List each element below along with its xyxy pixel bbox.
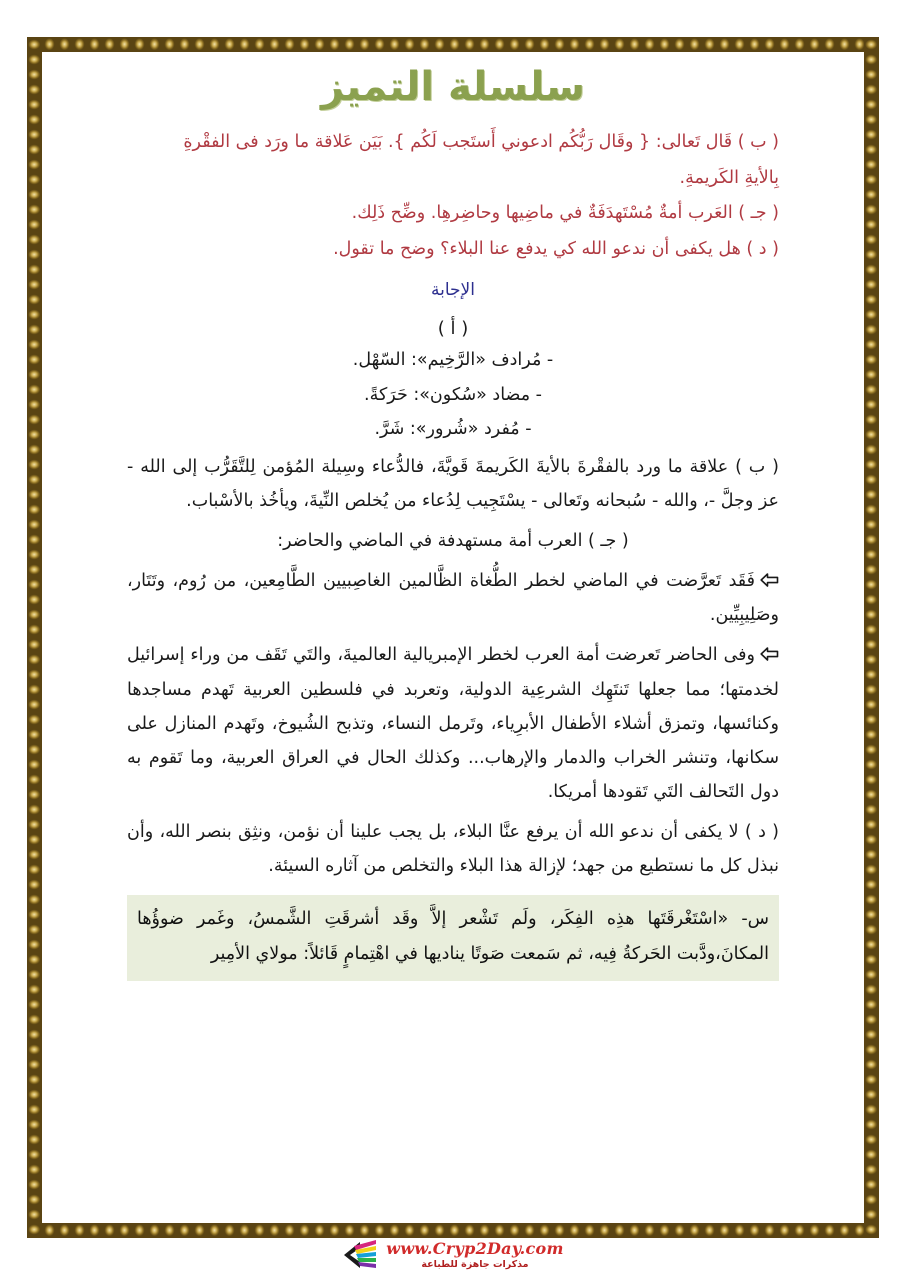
section-a-item-2: - مضاد «سُكون»: حَرَكةً. — [364, 384, 542, 405]
footer-subtitle: مذكرات جاهزة للطباعة — [421, 1258, 529, 1270]
question-b-line2: بِالأيةِ الكَريمةِ. — [679, 167, 779, 188]
cryp2day-logo-icon — [342, 1238, 380, 1272]
section-a-item-1: - مُرادف «الرَّخِيم»: السّهْل. — [352, 350, 554, 371]
footer-logo[interactable] — [0, 1232, 906, 1278]
answer-section-c — [127, 524, 779, 809]
answer-section-d: ( د ) لا يكفى أن ندعو الله أن يرفع عنَّا البلاء، بل يجب علينا أن نؤمن، ونثِق بنصر الله، وأن نبذل كل ما نستطيع من جهد؛ لإزالة هذا البلاء والتخلص من آثاره السيئة. — [127, 822, 779, 877]
highlighted-question-box — [127, 895, 779, 981]
left-arrow-icon — [760, 639, 779, 653]
question-d: ( د ) هل يكفى أن ندعو الله كي يدفع عنا البلاء؟ وضح ما تقول. — [333, 238, 779, 259]
question-c: ( جـ ) العَرب أمةٌ مُسْتَهدَفَةٌ في ماضِيها وحاضِرهِا. وضِّح ذَلِك. — [351, 203, 779, 224]
section-a-label: ( أ ) — [437, 318, 469, 340]
section-c-intro: ( جـ ) العرب أمة مستهدفة في الماضي والحاضر: — [277, 531, 629, 551]
document-content — [42, 52, 864, 1223]
section-c-bullet-1-text: فَقَد تَعرَّضت في الماضي لخطر الطُّغاة الظَّالمين الغاصِبيين الطَّامِعين، من رُوم، وتَتَار، وصَلِيبِيِّين. — [127, 571, 779, 626]
frame-border-right — [864, 37, 879, 1238]
answer-section-b: ( ب ) علاقة ما ورد بالفقْرةَ بالأيةَ الكَريمةَ قَويَّةَ، فالدُّعاء وسِيلة المُؤمن لِلتَّقَرُّب إلى الله - عز وجلَّ -، والله - سُبحانه وتَعالى - يسْتَجِيب لِدُعاء من يُخلص النِّيةَ، ويأخُذ بالأسْباب. — [127, 456, 779, 511]
frame-border-top — [27, 37, 879, 52]
section-a-item-3: - مُفرد «شُرور»: شَرَّ. — [374, 418, 532, 439]
footer-url[interactable]: www.Cryp2Day.com — [386, 1238, 564, 1258]
page-title: سلسلة التميز — [321, 64, 585, 110]
answer-section-a — [127, 318, 779, 445]
highlighted-question-text: س- «اسْتَغْرقَتَها هذِه الفِكَر، ولَم تَشْعر إلاَّ وقَد أشرقَتِ الشَّمسُ، وغَمر ضوؤُها المكانَ،ودَّبت الحَركةُ فِيه، ثم سَمعت صَوتًا يناديها في اهْتِمامٍ قَائلاً: مولاي الأمِير — [137, 909, 769, 965]
section-c-bullet-2 — [127, 638, 779, 809]
left-arrow-icon — [760, 565, 779, 579]
section-c-bullet-1 — [127, 564, 779, 632]
answer-heading: الإجابة — [431, 280, 475, 301]
section-c-bullet-2-text: وفى الحاضر تَعرضت أمة العرب لخطر الإمبريالية العالميةَ، والتَي تَقَف من وراء إسرائيل لخدمتها؛ مما جعلها تَنتَهِك الشرعِية الدولية، وتعربد في فلسطين العربية تَهدم مساجدها وكنائسها، وتمزق أشلاء الأطفال الأبرِياء، وتَرمل النساء، وتذبح الشُيوخ، وتَهدم المنازل على سكانها، وتنشر الخراب والدمار والإرهاب... وكذلك الحال في العراق العربية، وما تَقوم به دول التَحالف التَي تَقودها أمريكا. — [127, 645, 779, 802]
frame-border-left — [27, 37, 42, 1238]
questions-block — [127, 126, 779, 266]
question-b-line1: ( ب ) قَال تَعالى: { وقَال رَبُّكُم ادعوني أَستَجب لَكُم }. بَيَن عَلاقة ما ورَد فى الفقْرةِ — [183, 132, 779, 152]
footer-logo-text — [386, 1238, 564, 1270]
decorative-page-frame — [27, 37, 879, 1238]
